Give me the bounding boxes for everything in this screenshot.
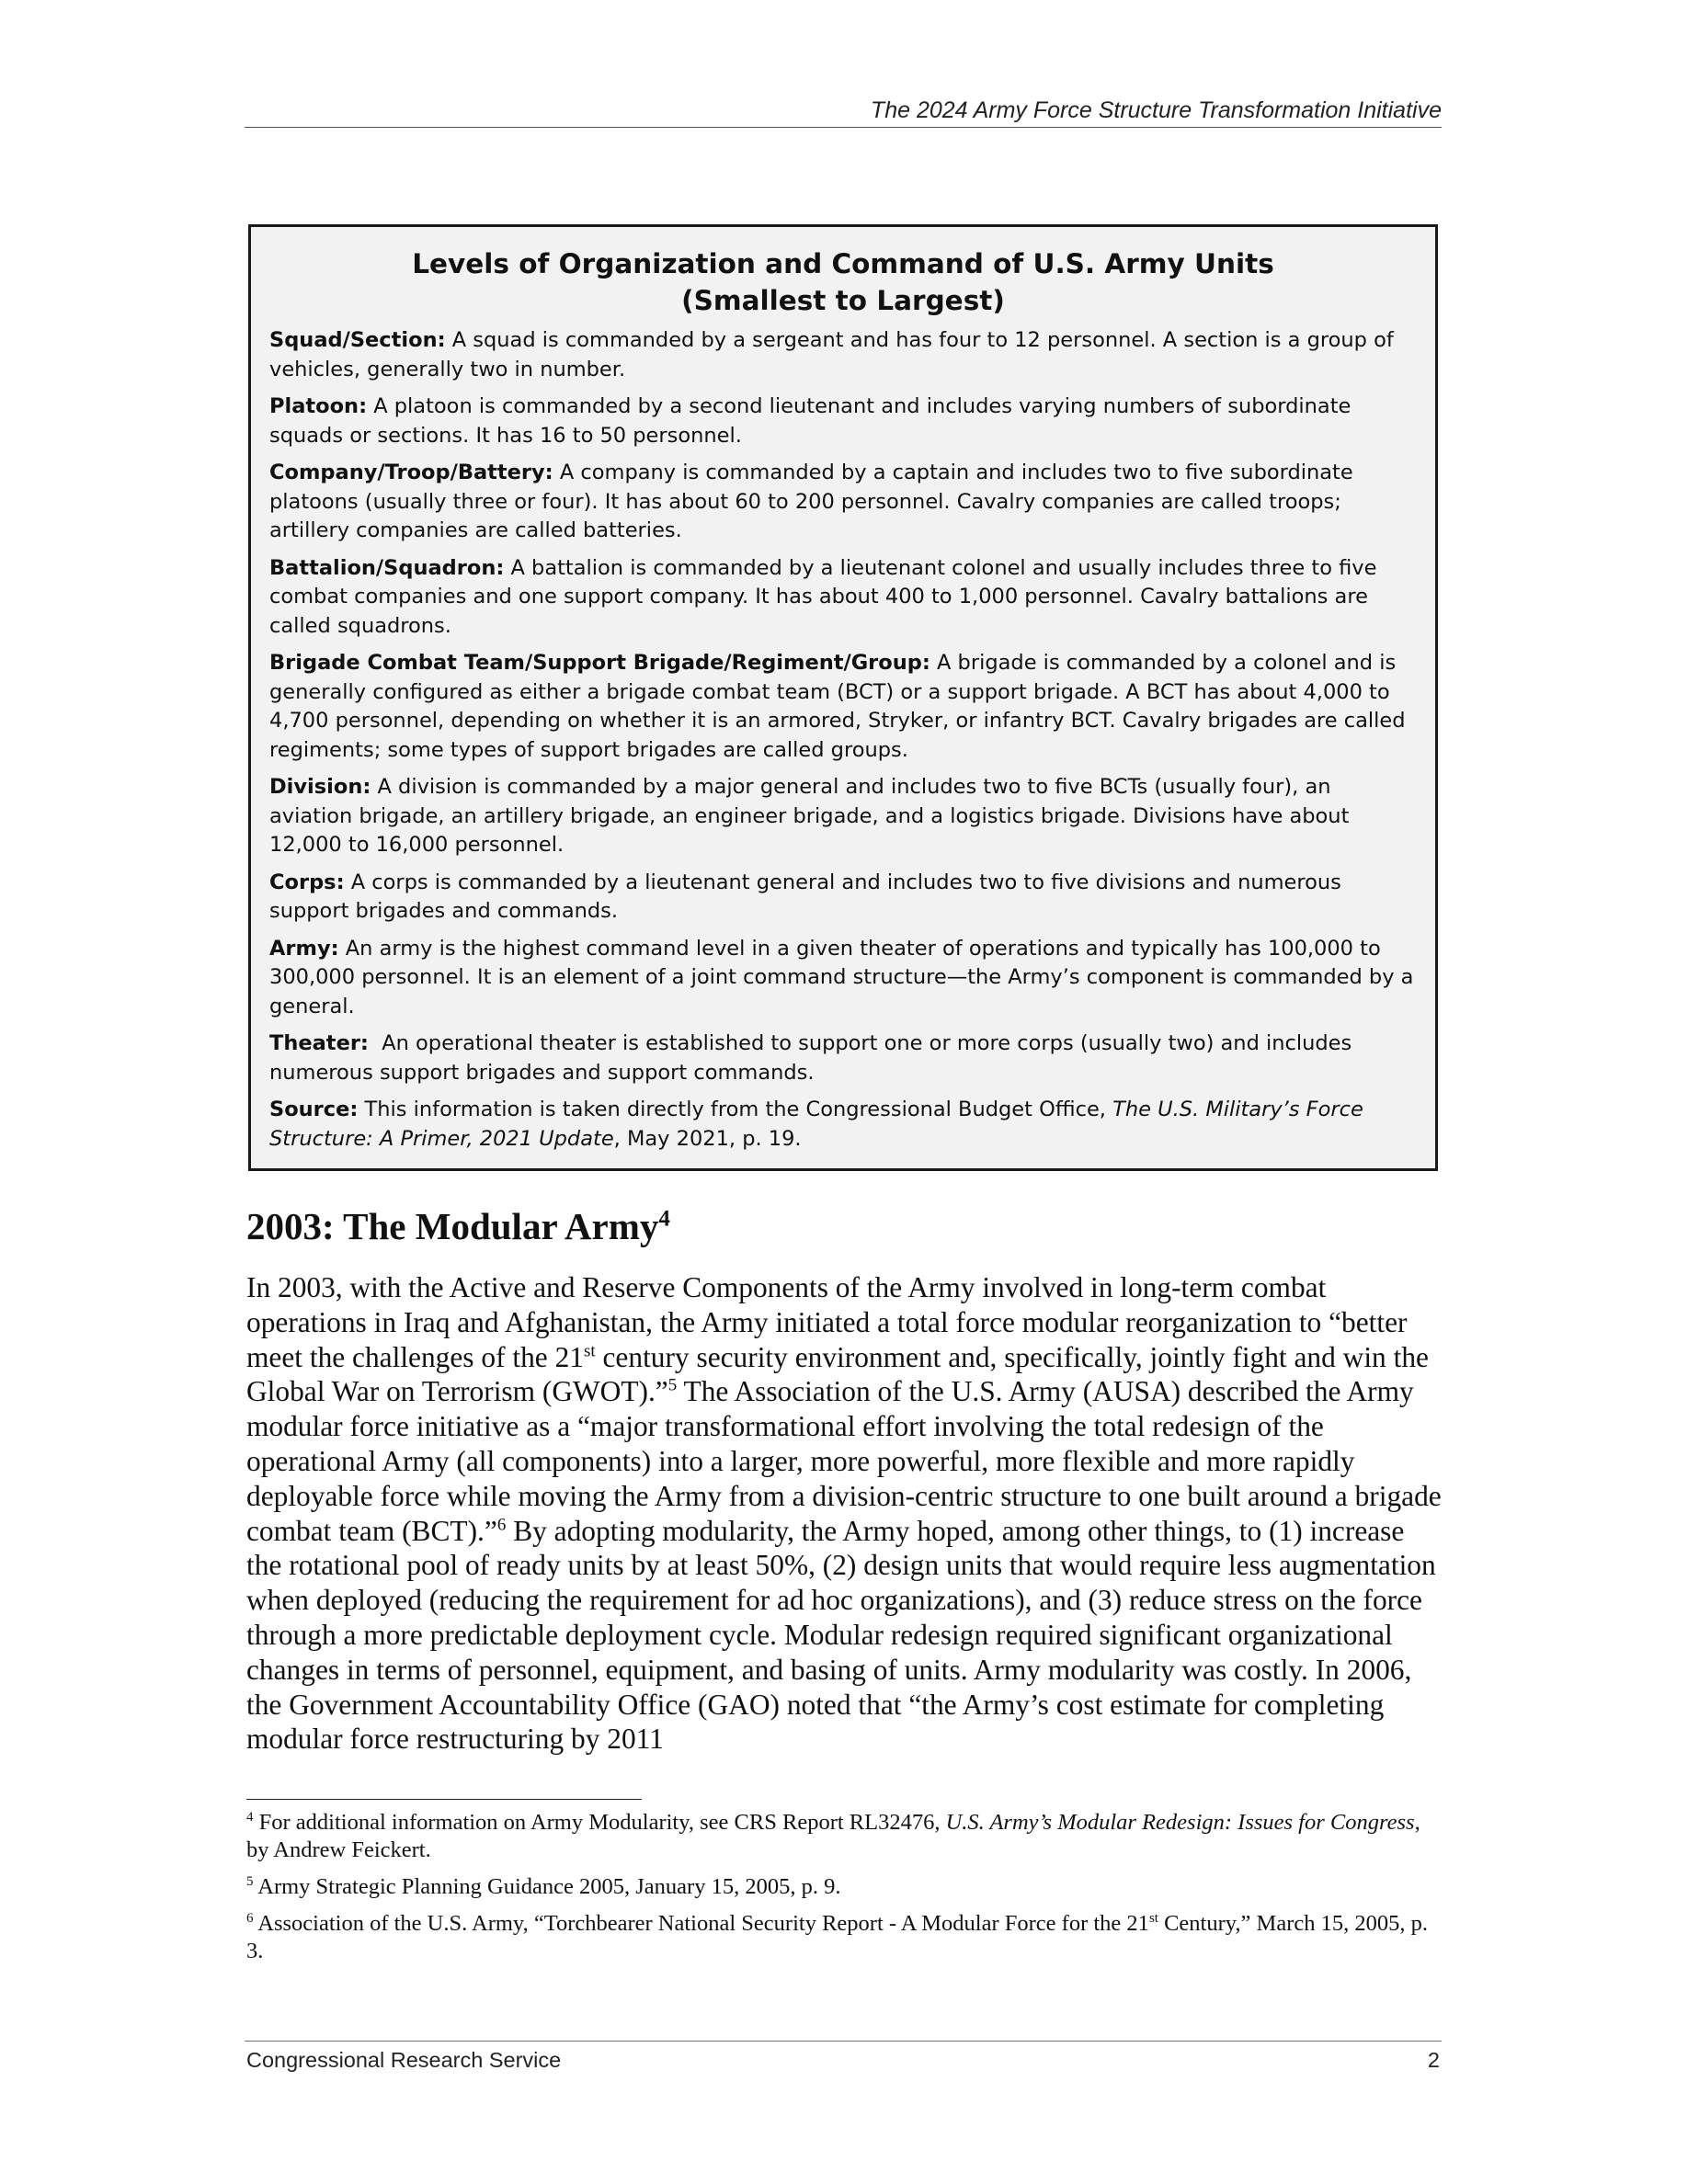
entry-text: A company is commanded by a captain and includes two to five subordinate platoons (usually three or four). It has about 60 to 200 personnel. Cavalry companies are called troops; artillery companies are called batteries.: [269, 461, 1353, 542]
ordinal-superscript: st: [1148, 1910, 1158, 1926]
entry-company-troop-battery: [269, 459, 1417, 546]
entry-corps: [269, 869, 1417, 927]
header-rule: [245, 127, 1442, 128]
entry-text: A division is commanded by a major general and includes two to five BCTs (usually four), an aviation brigade, an artillery brigade, an engineer brigade, and a logistics brigade. Divisions have about 12,000 to 16,000 personnel.: [269, 775, 1350, 857]
footer-rule: [245, 2041, 1442, 2042]
entry-term: Squad/Section:: [269, 328, 446, 352]
entry-text: A battalion is commanded by a lieutenant colonel and usually includes three to five combat companies and one support company. It has about 400 to 1,000 personnel. Cavalry battalions are called squadrons.: [269, 555, 1377, 638]
body-text-segment: In 2003, with the Active and Reserve Components of the Army involved in long-term combat operations in Iraq and Afghanistan, the Army initiated a total force modular reorganization to “better meet the challenges of the 21: [246, 1271, 1408, 1373]
footnote-6: [246, 1910, 1442, 1965]
entry-battalion-squadron: [269, 554, 1417, 642]
entry-theater: [269, 1029, 1417, 1087]
footnote-separator: [246, 1799, 642, 1800]
footnote-number: 6: [246, 1910, 254, 1926]
footer-publisher: Congressional Research Service: [246, 2048, 562, 2072]
box-title-line-2: (Smallest to Largest): [681, 285, 1005, 316]
entry-text: A brigade is commanded by a colonel and is generally configured as either a brigade combat team (BCT) or a support brigade. A BCT has about 4,000 to 4,700 personnel, depending on whether it is an armored, Stryker, or infantry BCT. Cavalry brigades are called regiments; some types of support brigades are called groups.: [269, 651, 1406, 762]
footnote-text: For additional information on Army Modularity, see CRS Report RL32476,: [253, 1810, 946, 1835]
source-text: This information is taken directly from the Congressional Budget Office,: [358, 1098, 1113, 1121]
entry-term: Theater:: [269, 1031, 369, 1055]
entry-term: Battalion/Squadron:: [269, 555, 505, 580]
footnote-report-title: U.S. Army’s Modular Redesign: Issues for Congress: [945, 1810, 1415, 1835]
body-text-segment: century security environment and, specifically, jointly fight and win the Global War on Terrorism (GWOT).”: [246, 1340, 1429, 1408]
source-date: , May 2021, p. 19.: [613, 1126, 802, 1151]
footnote-ref-4[interactable]: 4: [658, 1206, 670, 1232]
entry-text: A platoon is commanded by a second lieutenant and includes varying numbers of subordinate squads or sections. It has 16 to 50 personnel.: [269, 394, 1352, 448]
footnote-text: Army Strategic Planning Guidance 2005, January 15, 2005, p. 9.: [253, 1874, 841, 1899]
entry-term: Platoon:: [269, 394, 368, 418]
entry-term: Brigade Combat Team/Support Brigade/Regiment/Group:: [269, 651, 930, 675]
box-title: [269, 245, 1417, 319]
footnote-number: 5: [246, 1873, 254, 1889]
running-header: The 2024 Army Force Structure Transformation Initiative: [870, 97, 1442, 123]
ordinal-superscript: st: [583, 1341, 596, 1361]
section-heading: [246, 1204, 670, 1248]
section-heading-text: 2003: The Modular Army: [246, 1205, 659, 1247]
entry-term: Corps:: [269, 870, 345, 894]
footnotes: [246, 1809, 1442, 1974]
box-title-line-1: Levels of Organization and Command of U.S. Army Units: [412, 248, 1274, 279]
footnote-ref-5[interactable]: 5: [667, 1375, 678, 1395]
source-label: Source:: [269, 1098, 359, 1121]
footnote-text: Association of the U.S. Army, “Torchbearer National Security Report - A Modular Force for the 21: [253, 1911, 1149, 1936]
body-text-segment: By adopting modularity, the Army hoped, among other things, to (1) increase the rotational pool of ready units by at least 50%, (2) design units that would require less augmentation when deployed (reducing the requirement for ad hoc organizations), and (3) reduce stress on the force through a more predictable deployment cycle. Modular redesign required significant organizational changes in terms of personnel, equipment, and basing of units. Army modularity was costly. In 2006, the Government Accountability Office (GAO) noted that “the Army’s cost estimate for completing modular force restructuring by 2011: [246, 1514, 1436, 1756]
entry-army: [269, 935, 1417, 1022]
page-number: 2: [1427, 2048, 1440, 2072]
footnote-text: Century,” March 15, 2005, p. 3.: [246, 1911, 1428, 1963]
entry-text: An operational theater is established to support one or more corps (usually two) and includes numerous support brigades and support commands.: [269, 1031, 1359, 1085]
entry-brigade: [269, 649, 1417, 765]
entry-text: An army is the highest command level in a given theater of operations and typically has 100,000 to 300,000 personnel. It is an element of a joint command structure—the Army’s component is commanded by a general.: [269, 936, 1414, 1018]
body-paragraph: [246, 1270, 1442, 1757]
box-source-note: [269, 1096, 1417, 1154]
footnote-ref-6[interactable]: 6: [496, 1515, 507, 1535]
entry-squad-section: [269, 326, 1417, 384]
footnote-4: [246, 1809, 1442, 1864]
entry-term: Company/Troop/Battery:: [269, 461, 553, 484]
entry-text: A corps is commanded by a lieutenant general and includes two to five divisions and numerous support brigades and commands.: [269, 870, 1341, 923]
entry-division: [269, 773, 1417, 860]
entry-platoon: [269, 392, 1417, 450]
footnote-5: [246, 1873, 1442, 1901]
footnote-number: 4: [246, 1809, 254, 1825]
body-text-segment: The Association of the U.S. Army (AUSA) described the Army modular force initiative as a “major transformational effort involving the total redesign of the operational Army (all components) into a larger, more powerful, more flexible and more rapidly deployable force while moving the Army from a division-centric structure to one built around a brigade combat team (BCT).”: [246, 1375, 1442, 1547]
entry-term: Army:: [269, 936, 339, 961]
source-title: The U.S. Military’s Force Structure: A Primer, 2021 Update: [269, 1098, 1363, 1151]
entry-term: Division:: [269, 775, 371, 799]
entry-text: A squad is commanded by a sergeant and has four to 12 personnel. A section is a group of vehicles, generally two in number.: [269, 328, 1394, 381]
footnote-text: , by Andrew Feickert.: [246, 1810, 1420, 1862]
organization-levels-box: [248, 224, 1438, 1171]
